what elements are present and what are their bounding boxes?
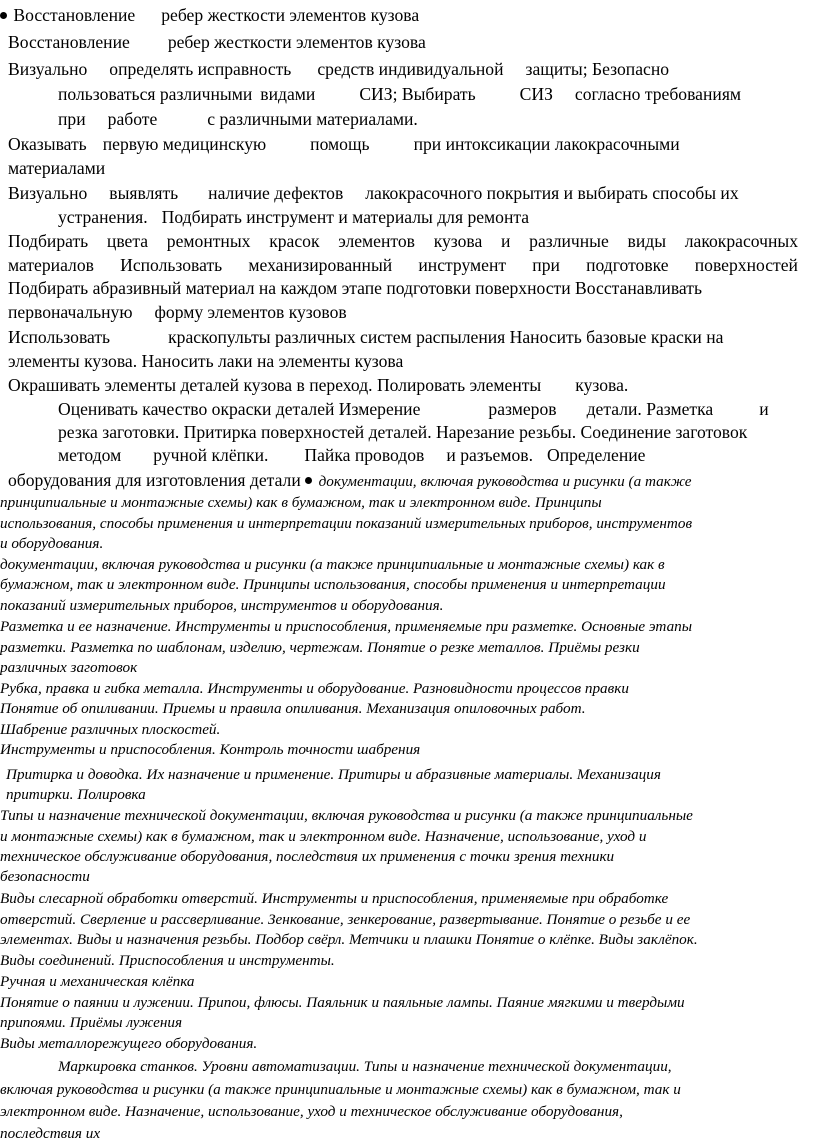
knowledge-line-5: документации, включая руководства и рисунки (а также принципиальные и монтажные схемы) как в [0, 556, 665, 573]
text: и [759, 399, 769, 419]
skill-line-14 [8, 326, 723, 348]
knowledge-line-30: включая руководства и рисунки (а также принципиальные и монтажные схемы) как в бумажном, так и [0, 1081, 681, 1098]
knowledge-line-31: электронном виде. Назначение, использование, уход и техническое обслуживание оборудования, [0, 1103, 623, 1120]
knowledge-line-27: припоями. Приёмы лужения [0, 1014, 183, 1031]
text: различные [529, 231, 609, 251]
knowledge-line-7: показаний измерительных приборов, инструментов и оборудования. [0, 597, 444, 614]
text: Оказывать [8, 134, 87, 154]
text: лакокрасочного покрытия и выбирать способы их [365, 183, 739, 203]
text: ребер жесткости элементов кузова [161, 5, 420, 25]
knowledge-line-25: Ручная и механическая клёпка [0, 973, 195, 990]
text: Использовать [120, 255, 223, 275]
text: и [501, 231, 511, 251]
text: наличие дефектов [208, 183, 344, 203]
text: Окрашивать элементы деталей кузова в переход. Полировать элементы [8, 375, 542, 395]
knowledge-line-26: Понятие о паянии и лужении. Припои, флюсы. Паяльник и паяльные лампы. Паяние мягкими и твердыми [0, 994, 685, 1011]
skill-line-7: материалами [8, 158, 106, 178]
text: форму элементов кузовов [154, 302, 347, 322]
skill-line-2 [8, 31, 426, 53]
knowledge-line-1: документации, включая руководства и рисунки (а также [318, 473, 692, 490]
skill-line-3 [8, 58, 669, 80]
text: помощь [310, 134, 370, 154]
knowledge-line-6: бумажном, так и электронном виде. Принципы использования, способы применения и интерпретации [0, 576, 666, 593]
knowledge-line-8: Разметка и ее назначение. Инструменты и приспособления, применяемые при разметке. Основные этапы [0, 618, 693, 635]
text: размеров [488, 399, 557, 419]
text: Определение [547, 445, 646, 465]
text: при [532, 255, 560, 275]
text: элементов [338, 231, 415, 251]
text: при [58, 109, 86, 129]
knowledge-line-32: последствия их [0, 1125, 101, 1142]
knowledge-line-11: Рубка, правка и гибка металла. Инструменты и оборудование. Разновидности процессов правки [0, 680, 629, 697]
skill-line-6 [8, 133, 680, 155]
skill-line-10 [8, 230, 798, 252]
knowledge-line-23: элементах. Виды и назначения резьбы. Подбор свёрл. Метчики и плашки Понятие о клёпке. Виды заклёпок. [0, 931, 698, 948]
knowledge-line-4: и оборудования. [0, 535, 104, 552]
text: Подбирать инструмент и материалы для ремонта [161, 207, 530, 227]
knowledge-line-14: Инструменты и приспособления. Контроль точности шабрения [0, 741, 421, 758]
text: с различными материалами. [207, 109, 418, 129]
text: лакокрасочных [684, 231, 798, 251]
skill-line-12: Подбирать абразивный материал на каждом этапе подготовки поверхности Восстанавливать [8, 278, 702, 298]
text: подготовке [586, 255, 669, 275]
text: цвета [106, 231, 149, 251]
text: Визуально [8, 183, 88, 203]
text: краскопульты различных систем распыления Наносить базовые краски на [168, 327, 724, 347]
text: первоначальную [8, 302, 133, 322]
text: работе [107, 109, 158, 129]
knowledge-line-13: Шабрение различных плоскостей. [0, 721, 221, 738]
knowledge-line-18: и монтажные схемы) как в бумажном, так и электронном виде. Назначение, использование, уход и [0, 828, 647, 845]
text: механизированный [248, 255, 393, 275]
knowledge-line-28: Виды металлорежущего оборудования. [0, 1035, 258, 1052]
knowledge-line-29: Маркировка станков. Уровни автоматизации. Типы и назначение технической документации, [58, 1058, 672, 1075]
text: оборудования для изготовления детали [8, 470, 301, 490]
knowledge-line-17: Типы и назначение технической документации, включая руководства и рисунки (а также принципиальные [0, 807, 693, 824]
knowledge-line-24: Виды соединений. Приспособления и инструменты. [0, 952, 335, 969]
text: инструмент [418, 255, 507, 275]
text: согласно требованиям [574, 84, 742, 104]
text: Восстановление [13, 5, 136, 25]
text: устранения. [58, 207, 148, 227]
text: виды [627, 231, 667, 251]
text: Подбирать [8, 231, 89, 251]
text: ремонтных [166, 231, 251, 251]
skill-line-19 [58, 444, 645, 466]
skill-line-11 [8, 254, 798, 276]
text: при интоксикации лакокрасочными [413, 134, 680, 154]
text: Визуально [8, 59, 88, 79]
knowledge-line-20: безопасности [0, 868, 90, 885]
text: поверхностей [694, 255, 798, 275]
knowledge-line-9: разметки. Разметка по шаблонам, изделию, чертежам. Понятие о резке металлов. Приёмы резки [0, 639, 640, 656]
text: определять исправность [109, 59, 292, 79]
skill-line-17 [58, 398, 769, 420]
text: СИЗ; Выбирать [359, 84, 476, 104]
bullet-dot-icon [0, 12, 7, 19]
text: пользоваться различными [58, 84, 253, 104]
knowledge-line-2: принципиальные и монтажные схемы) как в бумажном, так и электронном виде. Принципы [0, 494, 602, 511]
knowledge-line-21: Виды слесарной обработки отверстий. Инструменты и приспособления, применяемые при обработке [0, 890, 669, 907]
text: и разъемов. [446, 445, 533, 465]
text: Пайка проводов [304, 445, 425, 465]
skill-line-13 [8, 301, 347, 323]
text: детали. Разметка [586, 399, 714, 419]
text: средств индивидуальной [317, 59, 504, 79]
knowledge-line-15: Притирка и доводка. Их назначение и применение. Притиры и абразивные материалы. Механизация [6, 766, 661, 783]
text: кузова. [575, 375, 629, 395]
knowledge-line-3: использования, способы применения и интерпретации показаний измерительных приборов, инструментов [0, 515, 693, 532]
skill-line-1 [0, 4, 419, 26]
text: кузова [433, 231, 483, 251]
skill-line-9 [58, 206, 529, 228]
text: Использовать [8, 327, 111, 347]
text: СИЗ [519, 84, 553, 104]
skill-line-18: резка заготовки. Притирка поверхностей деталей. Нарезание резьбы. Соединение заготовок [58, 422, 748, 442]
knowledge-line-19: техническое обслуживание оборудования, последствия их применения с точки зрения техники [0, 848, 615, 865]
text: методом [58, 445, 122, 465]
text: видами [260, 84, 316, 104]
text: Восстановление [8, 32, 130, 52]
text: ручной клёпки. [153, 445, 269, 465]
bullet-dot-icon [305, 477, 312, 484]
skill-line-16 [8, 374, 628, 396]
text: первую медицинскую [102, 134, 267, 154]
skill-line-20 [8, 469, 692, 491]
knowledge-line-22: отверстий. Сверление и рассверливание. Зенкование, зенкерование, развертывание. Понятие о резьбе и ее [0, 911, 691, 928]
text: красок [269, 231, 320, 251]
text: защиты; Безопасно [525, 59, 670, 79]
knowledge-line-10: различных заготовок [0, 659, 138, 676]
text: материалов [8, 255, 94, 275]
text: выявлять [109, 183, 179, 203]
knowledge-line-12: Понятие об опиливании. Приемы и правила опиливания. Механизация опиловочных работ. [0, 700, 586, 717]
skill-line-8 [8, 182, 739, 204]
text: ребер жесткости элементов кузова [167, 32, 426, 52]
text: Оценивать качество окраски деталей Измерение [58, 399, 421, 419]
skill-line-4 [58, 83, 741, 105]
knowledge-line-16: притирки. Полировка [6, 786, 146, 803]
skill-line-15: элементы кузова. Наносить лаки на элементы кузова [8, 351, 404, 371]
skill-line-5 [58, 108, 418, 130]
